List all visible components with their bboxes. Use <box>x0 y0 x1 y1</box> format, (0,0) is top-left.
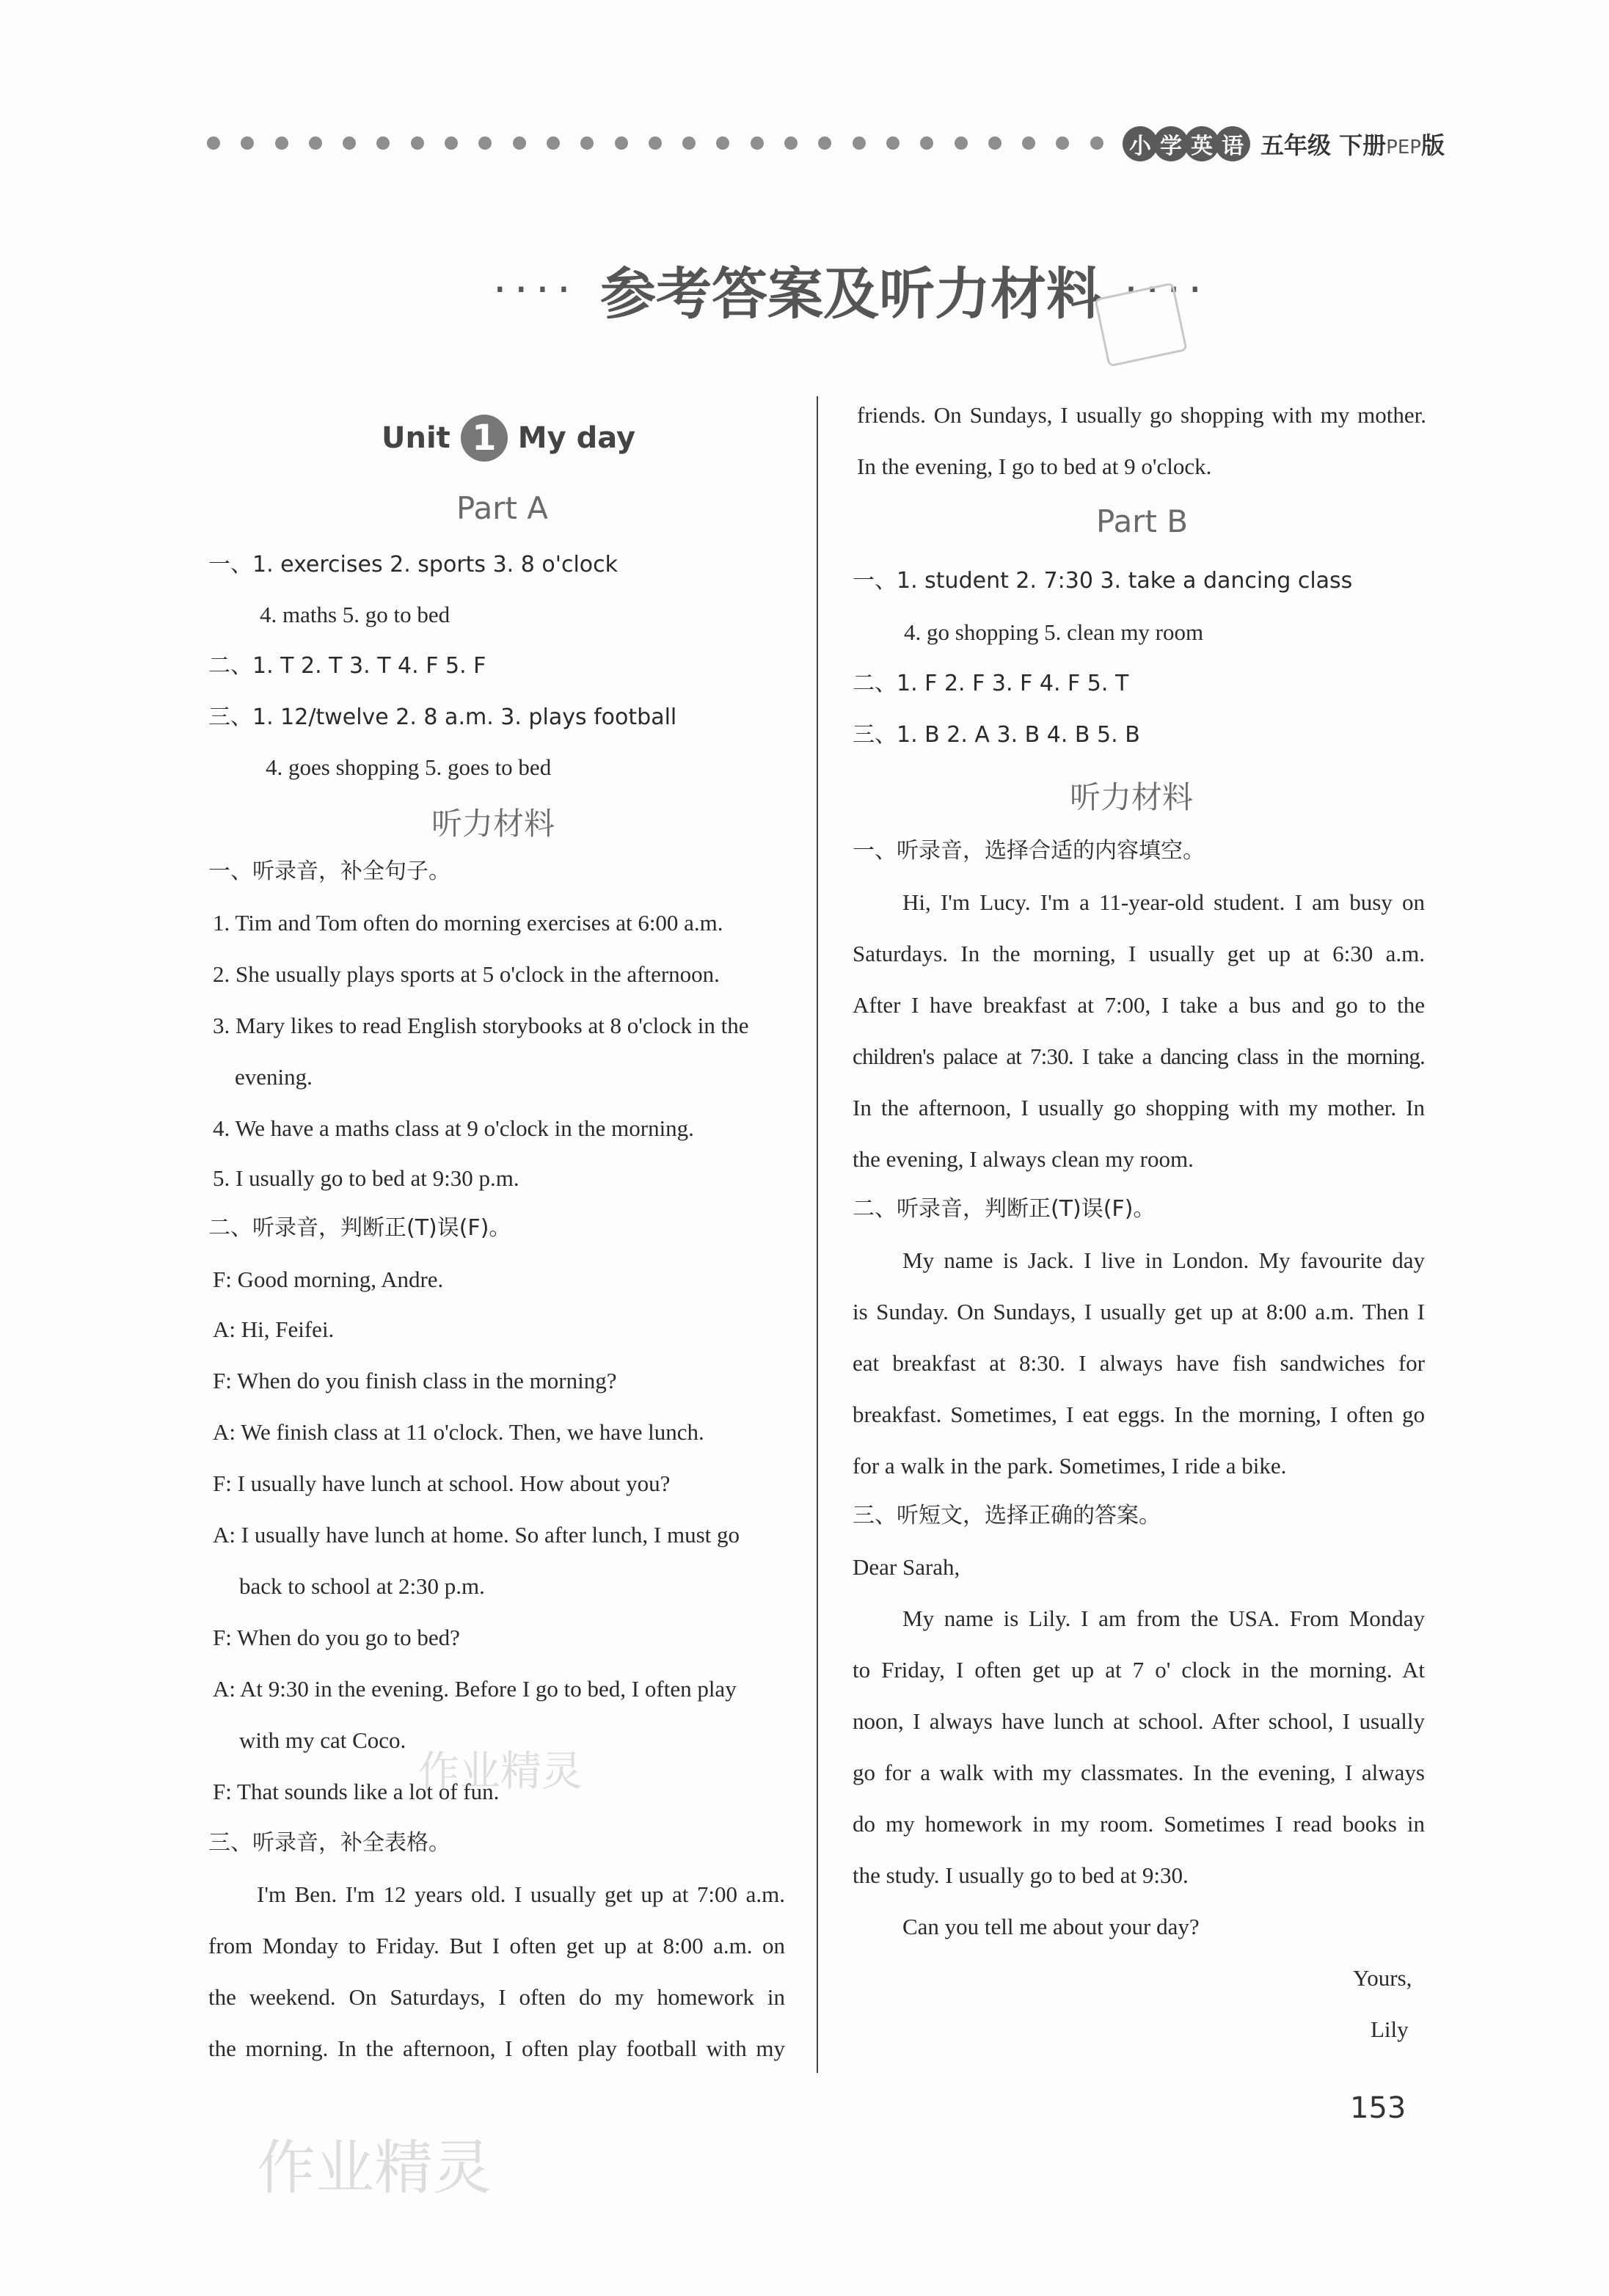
passage-line: My name is Jack. I live in London. My favourite day <box>902 1247 1425 1273</box>
passage-line: Hi, I'm Lucy. I'm a 11-year-old student. I am busy on <box>902 889 1425 915</box>
passage-line: My name is Lily. I am from the USA. From Monday <box>902 1606 1425 1631</box>
passage-line: to Friday, I often get up at 7 o' clock in the morning. At <box>853 1657 1425 1683</box>
listening-heading: 听力材料 <box>431 806 555 842</box>
passage-line: breakfast. Sometimes, I eat eggs. In the morning, I often go <box>853 1402 1425 1427</box>
passage-line: the evening, I always clean my room. <box>853 1146 1194 1172</box>
unit-heading <box>382 415 635 462</box>
part-a-heading: Part A <box>456 490 548 526</box>
badge-char: 语 <box>1215 126 1250 161</box>
dialogue-line: back to school at 2:30 p.m. <box>239 1573 485 1599</box>
header-dot-line <box>207 136 1103 154</box>
dialogue-line: F: When do you go to bed? <box>213 1625 460 1650</box>
unit-prefix: Unit <box>382 421 450 455</box>
answer-line: 一、1. exercises 2. sports 3. 8 o'clock <box>208 552 619 577</box>
question-heading: 二、听录音，判断正(T)误(F)。 <box>853 1196 1156 1222</box>
listening-heading: 听力材料 <box>1070 779 1194 815</box>
letter-question: Can you tell me about your day? <box>902 1914 1200 1939</box>
dialogue-line: A: I usually have lunch at home. So after lunch, I must go <box>213 1522 740 1548</box>
question-heading: 一、听录音，选择合适的内容填空。 <box>853 838 1205 864</box>
passage-line: the morning. In the afternoon, I often play football with my <box>208 2036 785 2061</box>
watermark-text: 作业精灵 <box>257 2134 492 2202</box>
passage-line: the weekend. On Saturdays, I often do my homework in <box>208 1984 785 2010</box>
column-divider <box>817 396 818 2073</box>
answer-line: 4. maths 5. go to bed <box>260 602 450 627</box>
passage-line: In the afternoon, I usually go shopping with my mother. In <box>853 1095 1425 1120</box>
dialogue-line: A: At 9:30 in the evening. Before I go to bed, I often play <box>213 1676 737 1702</box>
dialogue-line: F: That sounds like a lot of fun. <box>213 1779 500 1804</box>
title-text: 参考答案及听力材料 <box>600 261 1102 327</box>
series-badge <box>1123 126 1445 161</box>
passage-line: is Sunday. On Sundays, I usually get up at 8:00 a.m. Then I <box>853 1299 1425 1324</box>
question-heading: 一、听录音，补全句子。 <box>208 859 450 884</box>
passage-line: do my homework in my room. Sometimes I read books in <box>853 1811 1425 1837</box>
passage-line: the study. I usually go to bed at 9:30. <box>853 1862 1189 1888</box>
passage-line: from Monday to Friday. But I often get up at 8:00 a.m. on <box>208 1933 785 1958</box>
passage-line: go for a walk with my classmates. In the evening, I always <box>853 1760 1425 1785</box>
answer-line: 三、1. 12/twelve 2. 8 a.m. 3. plays football <box>208 704 677 730</box>
unit-name: My day <box>517 421 636 455</box>
unit-number: 1 <box>461 415 508 462</box>
page-number: 153 <box>1350 2091 1406 2125</box>
edition-text: PEP <box>1386 136 1421 158</box>
sentence-line: evening. <box>235 1064 313 1090</box>
title-dots-right: ···· <box>1124 263 1210 316</box>
passage-line: for a walk in the park. Sometimes, I ride a bike. <box>853 1453 1287 1479</box>
part-b-heading: Part B <box>1096 503 1189 539</box>
letter-salutation: Dear Sarah, <box>853 1554 960 1580</box>
letter-closing: Yours, <box>1353 1965 1412 1991</box>
passage-line: noon, I always have lunch at school. After school, I usually <box>853 1708 1425 1734</box>
sentence-line: 4. We have a maths class at 9 o'clock in the morning. <box>213 1115 694 1141</box>
badge-char: 学 <box>1153 126 1189 161</box>
answer-line: 一、1. student 2. 7:30 3. take a dancing class <box>853 568 1353 594</box>
passage-line: In the evening, I go to bed at 9 o'clock. <box>857 453 1212 479</box>
passage-line: After I have breakfast at 7:00, I take a bus and go to the <box>853 992 1425 1018</box>
question-heading: 二、听录音，判断正(T)误(F)。 <box>208 1215 511 1241</box>
badge-char: 英 <box>1184 126 1219 161</box>
edition-suffix: 版 <box>1420 131 1445 159</box>
watermark-text: 作业精灵 <box>418 1748 583 1796</box>
passage-line: eat breakfast at 8:30. I always have fish sandwiches for <box>853 1350 1425 1376</box>
badge-char: 小 <box>1123 126 1158 161</box>
title-dots-left: ···· <box>492 263 578 316</box>
sentence-line: 2. She usually plays sports at 5 o'clock in the afternoon. <box>213 961 720 987</box>
grade-text: 五年级 <box>1260 131 1332 159</box>
dialogue-line: F: When do you finish class in the morning? <box>213 1368 617 1393</box>
letter-signature: Lily <box>1371 2016 1409 2042</box>
sentence-line: 1. Tim and Tom often do morning exercises at 6:00 a.m. <box>213 910 723 936</box>
answer-line: 三、1. B 2. A 3. B 4. B 5. B <box>853 722 1140 748</box>
passage-line: friends. On Sundays, I usually go shopping with my mother. <box>857 402 1426 428</box>
answer-line: 二、1. T 2. T 3. T 4. F 5. F <box>208 653 486 679</box>
answer-line: 4. go shopping 5. clean my room <box>904 619 1204 645</box>
dialogue-line: A: Hi, Feifei. <box>213 1316 335 1342</box>
volume-text: 下册 <box>1339 131 1387 159</box>
grade-label <box>1260 127 1445 161</box>
dialogue-line: F: Good morning, Andre. <box>213 1267 444 1292</box>
dialogue-line: A: We finish class at 11 o'clock. Then, we have lunch. <box>213 1419 704 1445</box>
sentence-line: 5. I usually go to bed at 9:30 p.m. <box>213 1165 519 1191</box>
answer-line: 二、1. F 2. F 3. F 4. F 5. T <box>853 671 1129 696</box>
passage-line: Saturdays. In the morning, I usually get up at 6:30 a.m. <box>853 941 1425 966</box>
passage-line: children's palace at 7:30. I take a dancing class in the morning. <box>853 1043 1425 1069</box>
sentence-line: 3. Mary likes to read English storybooks at 8 o'clock in the <box>213 1013 749 1038</box>
question-heading: 三、听录音，补全表格。 <box>208 1830 450 1856</box>
passage-line: I'm Ben. I'm 12 years old. I usually get up at 7:00 a.m. <box>257 1881 785 1907</box>
question-heading: 三、听短文，选择正确的答案。 <box>853 1503 1161 1528</box>
dialogue-line: F: I usually have lunch at school. How about you? <box>213 1470 671 1496</box>
dialogue-line: with my cat Coco. <box>239 1727 406 1753</box>
answer-line: 4. goes shopping 5. goes to bed <box>266 754 552 780</box>
